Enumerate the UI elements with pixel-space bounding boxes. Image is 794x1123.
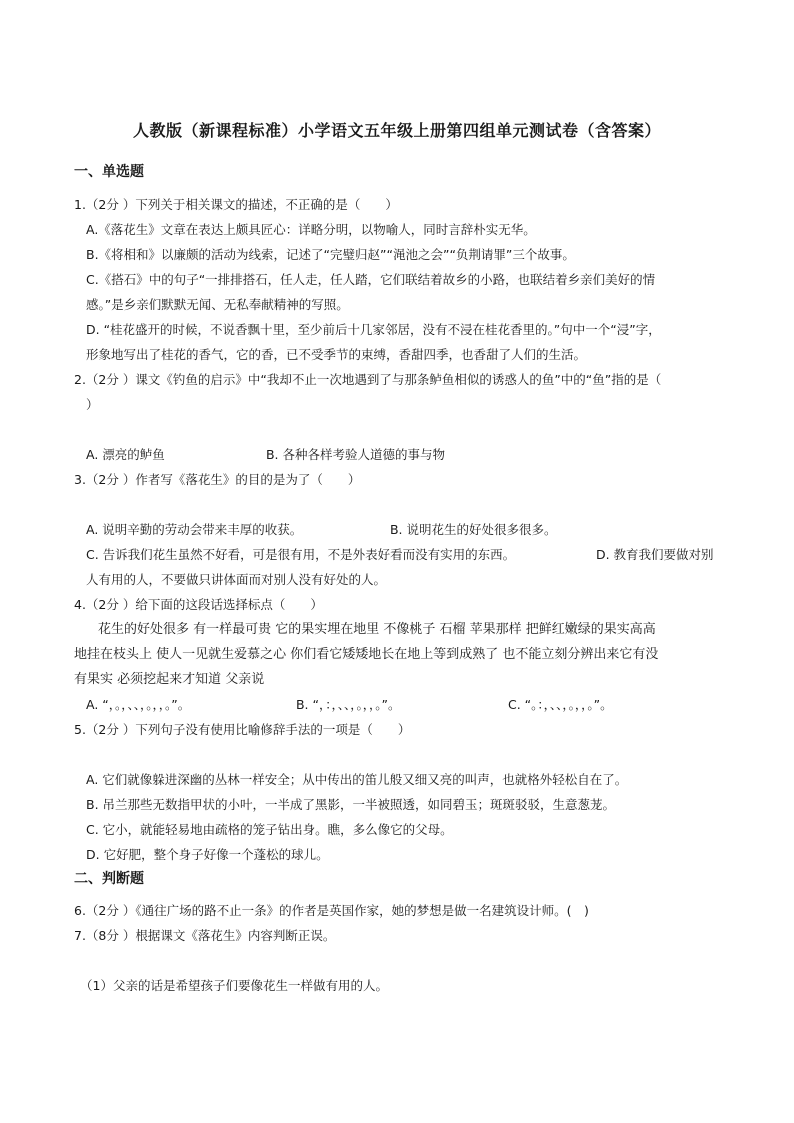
page-title: 人教版（新课程标准）小学语文五年级上册第四组单元测试卷（含答案） xyxy=(132,121,661,140)
section-heading-single-choice: 一、单选题 xyxy=(74,164,144,180)
section-heading-true-false: 二、判断题 xyxy=(74,871,144,887)
question-4-passage-line1: 花生的好处很多 有一样最可贵 它的果实埋在地里 不像桃子 石榴 苹果那样 把鲜红嫩绿的果实高高 xyxy=(98,622,656,637)
spacer xyxy=(74,417,734,442)
question-4-passage-line2: 地挂在枝头上 使人一见就生爱慕之心 你们看它矮矮地长在地上等到成熟了 也不能立刻分辨出来它有没 xyxy=(74,647,659,662)
question-3-option-d-line1: D. 教育我们要做对别 xyxy=(595,547,714,562)
question-4-passage-line3: 有果实 必须挖起来才知道 父亲说 xyxy=(74,672,265,687)
question-list-2 xyxy=(74,898,734,998)
question-5-option-c: C. 它小，就能轻易地由疏格的笼子钻出身。瞧，多么像它的父母。 xyxy=(86,822,453,837)
question-4-option-c: C. “。：，、、，。，，。”。 xyxy=(507,697,613,712)
question-1-option-d-line1: D. “桂花盛开的时候，不说香飘十里，至少前后十几家邻居，没有不浸在桂花香里的。”句中一个“浸”字， xyxy=(86,322,661,337)
spacer xyxy=(74,742,734,767)
question-7-sub-1: （1）父亲的话是希望孩子们要像花生一样做有用的人。 xyxy=(80,978,388,993)
question-5-option-b: B. 吊兰那些无数指甲状的小叶，一半成了黑影，一半被照透，如同碧玉；斑斑驳驳，生意葱茏。 xyxy=(86,797,616,812)
question-1-option-c-line2: 感。”是乡亲们默默无闻、无私奉献精神的写照。 xyxy=(86,297,349,312)
question-3-option-a: A. 说明辛勤的劳动会带来丰厚的收获。 xyxy=(86,522,303,537)
question-3-options-row1 xyxy=(74,517,734,542)
question-3-stem: 3.（2分 ）作者写《落花生》的目的是为了（ ） xyxy=(74,472,361,487)
question-2-option-b: B. 各种各样考验人道德的事与物 xyxy=(265,447,446,462)
question-6-stem: 6.（2分 ）《通往广场的路不止一条》的作者是英国作家，她的梦想是做一名建筑设计师。( ) xyxy=(74,903,589,918)
question-4-stem: 4.（2分 ）给下面的这段话选择标点（ ） xyxy=(74,597,323,612)
question-2-option-a: A. 漂亮的鲈鱼 xyxy=(86,447,165,462)
question-5-stem: 5.（2分 ）下列句子没有使用比喻修辞手法的一项是（ ） xyxy=(74,722,411,737)
spacer xyxy=(74,492,734,517)
question-1-option-a: A.《落花生》文章在表达上颇具匠心：详略分明，以物喻人，同时言辞朴实无华。 xyxy=(86,222,536,237)
spacer xyxy=(74,948,734,973)
question-4-option-a: A. “，。，、、，。，，。”。 xyxy=(86,697,191,712)
question-2-stem-line2: ） xyxy=(86,397,99,412)
question-3-option-d-line2: 人有用的人，不要做只讲体面而对别人没有好处的人。 xyxy=(86,572,387,587)
question-3-option-c: C. 告诉我们花生虽然不好看，可是很有用，不是外表好看而没有实用的东西。 xyxy=(86,547,516,562)
question-4-options xyxy=(74,692,734,717)
question-2-options xyxy=(74,442,734,467)
question-1-option-c-line1: C.《搭石》中的句子“一排排搭石，任人走，任人踏，它们联结着故乡的小路，也联结着乡亲们美好的情 xyxy=(86,272,656,287)
question-1-option-d-line2: 形象地写出了桂花的香气，它的香，已不受季节的束缚，香甜四季，也香甜了人们的生活。 xyxy=(86,347,587,362)
question-3-options-row2 xyxy=(74,542,734,567)
question-4-option-b: B. “，：，、、，。，，。”。 xyxy=(295,697,401,712)
question-1-stem: 1.（2分 ）下列关于相关课文的描述，不正确的是（ ） xyxy=(74,197,398,212)
question-list xyxy=(74,192,734,867)
question-1-option-b: B.《将相和》以廉颇的活动为线索，记述了“完璧归赵”“渑池之会”“负荆请罪”三个故事。 xyxy=(86,247,575,262)
question-5-option-a: A. 它们就像躲进深幽的丛林一样安全；从中传出的笛儿般又细又亮的叫声，也就格外轻松自在了。 xyxy=(86,772,628,787)
question-5-option-d: D. 它好肥，整个身子好像一个蓬松的球儿。 xyxy=(86,847,329,862)
question-3-option-b: B. 说明花生的好处很多很多。 xyxy=(389,522,557,537)
question-2-stem-line1: 2.（2分 ）课文《钓鱼的启示》中“我却不止一次地遇到了与那条鲈鱼相似的诱惑人的鱼”中的“鱼”指的是（ xyxy=(74,372,662,387)
question-7-stem: 7.（8分 ）根据课文《落花生》内容判断正误。 xyxy=(74,928,336,943)
